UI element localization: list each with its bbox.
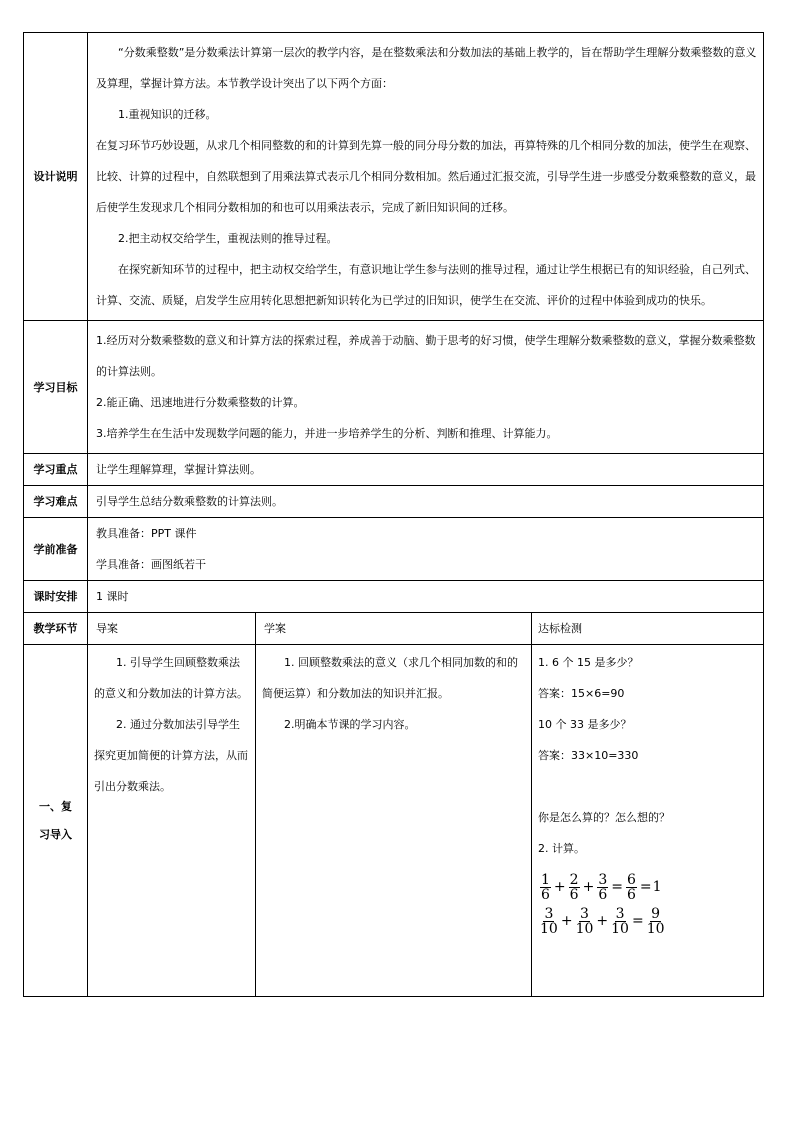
design-row [24, 33, 764, 321]
equation-1: $\frac{1}{6}$ + $\frac{2}{6}$ + $\frac{3}{6}$ = $\frac{6}{6}$ = 1 [541, 871, 662, 903]
goal-item: 3.培养学生在生活中发现数学问题的能力，并进一步培养学生的分析、判断和推理、计算能力。 [96, 427, 558, 440]
prep-row [24, 518, 764, 581]
stage-label [24, 645, 88, 997]
fraction: $\frac{3}{10}$ [540, 905, 558, 937]
equation-2: $\frac{3}{10}$ + $\frac{3}{10}$ + $\frac{3}{10}$ = $\frac{9}{10}$ [540, 905, 665, 937]
design-point2-title: 2.把主动权交给学生，重视法则的推导过程。 [118, 232, 338, 245]
fraction: $\frac{2}{6}$ [569, 871, 579, 903]
check-q3: 你是怎么算的？怎么想的？ [538, 811, 670, 824]
header-guide: 导案 [88, 613, 256, 645]
study-content [256, 645, 532, 997]
blank-line [538, 771, 757, 802]
design-point1-text: 在复习环节巧妙设题，从求几个相同整数的和的计算到先算一般的同分母分数的加法，再算特殊的几个相同分数的加法，使学生在观察、比较、计算的过程中，自然联想到了用乘法算式表示几个相同分数相加。然后通过汇报交流，引导学生进一步感受分数乘整数的意义，最后使学生发现求几个相同分数相加的和也可以用乘法表示，完成了新旧知识间的迁移。 [96, 139, 756, 214]
review-row [24, 645, 764, 997]
guide-item: 2. 通过分数加法引导学生探究更加简便的计算方法，从而引出分数乘法。 [94, 718, 248, 793]
key-text: 让学生理解算理，掌握计算法则。 [88, 454, 764, 486]
header-check: 达标检测 [532, 613, 764, 645]
study-item: 1. 回顾整数乘法的意义（求几个相同加数的和的简便运算）和分数加法的知识并汇报。 [262, 656, 518, 700]
fraction: $\frac{1}{6}$ [541, 871, 550, 903]
key-label: 学习重点 [24, 454, 88, 486]
process-header-row [24, 613, 764, 645]
difficulty-row [24, 486, 764, 518]
fraction: $\frac{9}{10}$ [646, 905, 665, 937]
check-a2: 答案：33×10=330 [538, 749, 639, 762]
guide-item: 1. 引导学生回顾整数乘法的意义和分数加法的计算方法。 [94, 656, 248, 700]
lesson-plan-table [23, 32, 764, 997]
difficulty-text: 引导学生总结分数乘整数的计算法则。 [88, 486, 764, 518]
stage-label-text: 一、复习导入 [39, 799, 72, 841]
design-point1-title: 1.重视知识的迁移。 [118, 108, 217, 121]
check-q4: 2. 计算。 [538, 842, 585, 855]
schedule-label: 课时安排 [24, 581, 88, 613]
guide-content [88, 645, 256, 997]
check-q1: 1. 6 个 15 是多少？ [538, 656, 639, 669]
equation-final: 1 [652, 878, 662, 895]
study-item: 2.明确本节课的学习内容。 [284, 718, 416, 731]
key-row [24, 454, 764, 486]
schedule-row [24, 581, 764, 613]
check-content [532, 645, 764, 997]
fraction: $\frac{3}{10}$ [611, 905, 629, 937]
check-q2: 10 个 33 是多少？ [538, 718, 632, 731]
goal-item: 1.经历对分数乘整数的意义和计算方法的探索过程，养成善于动脑、勤于思考的好习惯，使学生理解分数乘整数的意义，掌握分数乘整数的计算法则。 [96, 334, 756, 378]
difficulty-label: 学习难点 [24, 486, 88, 518]
check-a1: 答案：15×6=90 [538, 687, 625, 700]
goals-content [88, 321, 764, 454]
prep-student: 学具准备：画图纸若干 [96, 558, 206, 571]
prep-label: 学前准备 [24, 518, 88, 581]
header-study: 学案 [256, 613, 532, 645]
fraction: $\frac{3}{6}$ [598, 871, 608, 903]
schedule-text: 1 课时 [88, 581, 764, 613]
goals-label: 学习目标 [24, 321, 88, 454]
design-label: 设计说明 [24, 33, 88, 321]
header-stage: 教学环节 [24, 613, 88, 645]
design-intro: “分数乘整数”是分数乘法计算第一层次的教学内容，是在整数乘法和分数加法的基础上教学的，旨在帮助学生理解分数乘整数的意义及算理，掌握计算方法。本节教学设计突出了以下两个方面： [96, 46, 757, 90]
lesson-plan-page [23, 32, 763, 997]
prep-content [88, 518, 764, 581]
goal-item: 2.能正确、迅速地进行分数乘整数的计算。 [96, 396, 305, 409]
prep-teacher: 教具准备：PPT 课件 [96, 527, 197, 540]
design-content [88, 33, 764, 321]
design-point2-text: 在探究新知环节的过程中，把主动权交给学生，有意识地让学生参与法则的推导过程，通过让学生根据已有的知识经验，自己列式、计算、交流、质疑，启发学生应用转化思想把新知识转化为已学过的旧知识，使学生在交流、评价的过程中体验到成功的快乐。 [96, 263, 756, 307]
goals-row [24, 321, 764, 454]
fraction: $\frac{6}{6}$ [626, 871, 636, 903]
fraction: $\frac{3}{10}$ [575, 905, 594, 937]
